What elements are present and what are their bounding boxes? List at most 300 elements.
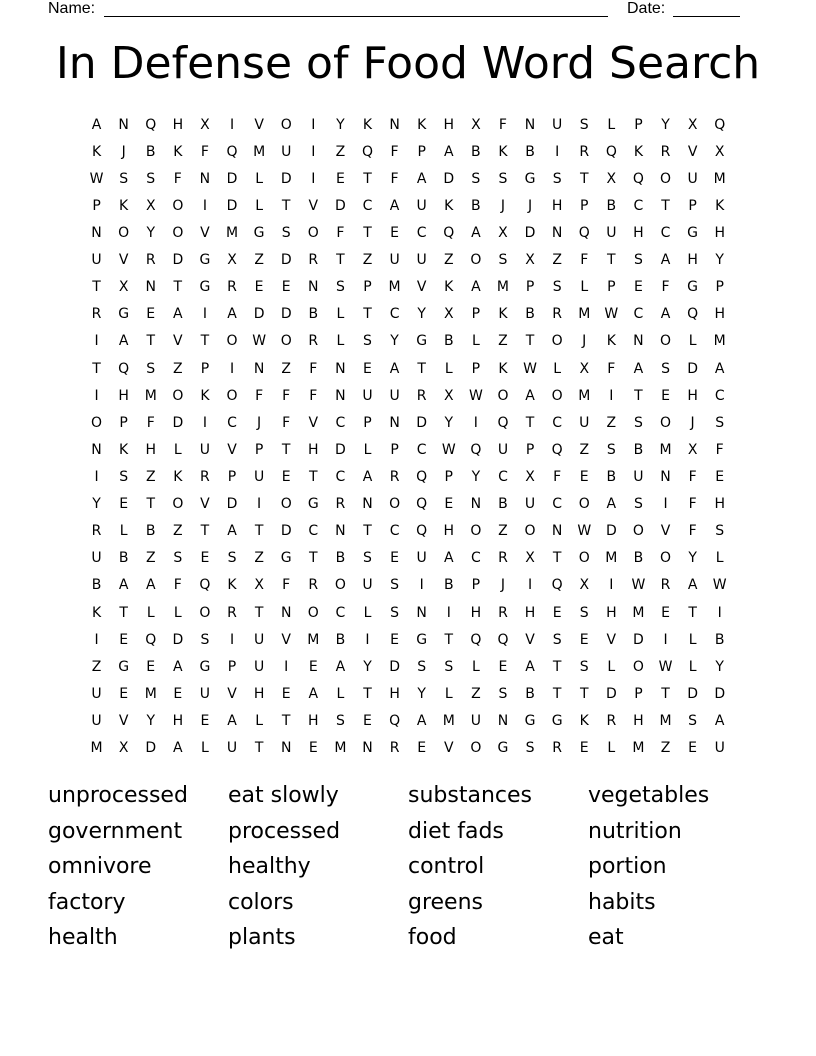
word-list-item: government — [48, 818, 183, 844]
grid-letter: T — [336, 252, 345, 269]
grid-letter: X — [525, 550, 535, 567]
word-list-item: unprocessed — [48, 783, 188, 808]
grid-letter: S — [579, 116, 589, 133]
grid-letter: E — [579, 740, 589, 757]
grid-letter: E — [715, 468, 725, 485]
grid-letter: I — [609, 577, 614, 594]
grid-letter: I — [446, 604, 451, 621]
grid-letter: M — [388, 279, 401, 296]
grid-letter: W — [658, 658, 673, 675]
grid-letter: I — [419, 577, 424, 594]
grid-letter: Z — [173, 523, 183, 540]
grid-letter: H — [443, 523, 455, 540]
grid-letter: H — [687, 252, 698, 269]
grid-letter: V — [200, 496, 210, 513]
grid-letter: V — [173, 333, 183, 350]
grid-letter: I — [202, 414, 207, 431]
grid-letter: T — [309, 550, 318, 567]
grid-letter: V — [308, 197, 319, 214]
grid-letter: C — [389, 306, 400, 323]
grid-letter: P — [580, 197, 589, 214]
grid-letter: I — [94, 387, 99, 404]
grid-letter: X — [498, 224, 508, 241]
grid-letter: S — [498, 685, 508, 702]
word-list-item: food — [408, 925, 457, 950]
grid-letter: A — [416, 170, 427, 187]
grid-letter: Z — [281, 360, 291, 377]
grid-letter: D — [226, 170, 238, 187]
grid-letter: T — [254, 604, 264, 621]
grid-letter: A — [416, 712, 427, 729]
name-label: Name: — [48, 0, 96, 17]
grid-letter: P — [471, 577, 481, 594]
grid-letter: Y — [471, 468, 481, 485]
grid-letter: R — [389, 740, 400, 757]
grid-letter: M — [659, 712, 672, 729]
grid-letter: P — [471, 306, 481, 323]
grid-letter: U — [389, 387, 400, 404]
grid-letter: S — [363, 550, 372, 567]
grid-letter: W — [631, 577, 646, 594]
grid-letter: V — [254, 116, 264, 133]
grid-letter: B — [308, 306, 319, 323]
grid-letter: T — [661, 197, 670, 214]
grid-letter: V — [200, 224, 210, 241]
date-label: Date: — [627, 0, 666, 17]
grid-letter: B — [118, 550, 129, 567]
grid-letter: S — [498, 170, 508, 187]
grid-letter: T — [309, 468, 318, 485]
grid-letter: Y — [417, 306, 426, 323]
word-list-item: healthy — [228, 854, 311, 879]
grid-letter: T — [525, 414, 535, 431]
grid-letter: O — [280, 116, 292, 133]
grid-letter: T — [146, 496, 156, 513]
grid-letter: K — [200, 387, 210, 404]
grid-letter: P — [363, 279, 372, 296]
grid-letter: I — [284, 658, 289, 675]
grid-letter: F — [688, 468, 697, 485]
grid-letter: Y — [417, 685, 426, 702]
grid-letter: V — [525, 631, 535, 648]
grid-letter: P — [417, 143, 426, 160]
grid-letter: X — [471, 116, 481, 133]
grid-letter: E — [579, 468, 589, 485]
grid-letter: M — [225, 224, 239, 241]
grid-letter: T — [444, 631, 454, 648]
grid-letter: U — [253, 631, 265, 648]
grid-letter: L — [580, 279, 589, 296]
grid-letter: L — [255, 170, 264, 187]
grid-letter: P — [444, 468, 453, 485]
grid-letter: S — [363, 333, 372, 350]
grid-letter: T — [200, 523, 210, 540]
grid-letter: A — [714, 712, 725, 729]
grid-letter: L — [471, 658, 480, 675]
grid-letter: O — [199, 604, 211, 621]
date-line — [673, 16, 740, 17]
grid-letter: W — [712, 577, 727, 594]
grid-letter: O — [118, 224, 130, 241]
grid-letter: U — [470, 712, 481, 729]
grid-letter: S — [552, 279, 562, 296]
grid-letter: O — [660, 550, 672, 567]
grid-letter: T — [254, 740, 264, 757]
grid-letter: M — [578, 387, 591, 404]
grid-letter: R — [389, 468, 400, 485]
grid-letter: R — [91, 306, 102, 323]
grid-letter: D — [335, 441, 346, 458]
grid-letter: U — [633, 468, 644, 485]
grid-letter: A — [687, 577, 698, 594]
grid-letter: Q — [551, 577, 563, 594]
grid-letter: N — [551, 224, 563, 241]
grid-letter: D — [172, 631, 184, 648]
grid-letter: S — [552, 170, 562, 187]
grid-letter: E — [146, 306, 156, 323]
grid-letter: D — [280, 252, 292, 269]
word-list-item: habits — [588, 889, 656, 915]
grid-letter: H — [172, 116, 184, 133]
grid-letter: O — [307, 604, 319, 621]
grid-letter: J — [500, 577, 506, 594]
grid-letter: S — [579, 604, 589, 621]
grid-letter: E — [308, 740, 318, 757]
grid-letter: I — [527, 577, 533, 594]
grid-letter: B — [471, 197, 481, 214]
grid-letter: L — [255, 197, 264, 214]
grid-letter: Z — [606, 414, 617, 431]
grid-letter: O — [632, 658, 644, 675]
grid-letter: B — [498, 496, 508, 513]
grid-letter: Z — [362, 252, 373, 269]
grid-letter: D — [226, 496, 238, 513]
grid-letter: B — [525, 306, 535, 323]
grid-letter: F — [607, 360, 616, 377]
letter-grid — [83, 111, 733, 762]
grid-letter: L — [173, 604, 182, 621]
grid-letter: S — [579, 658, 589, 675]
grid-letter: Q — [199, 577, 211, 594]
grid-letter: A — [308, 685, 319, 702]
grid-letter: O — [660, 414, 672, 431]
grid-letter: K — [91, 604, 102, 621]
grid-letter: L — [607, 658, 616, 675]
grid-letter: M — [144, 685, 157, 702]
grid-letter: U — [714, 740, 725, 757]
grid-letter: T — [579, 685, 589, 702]
grid-letter: C — [498, 468, 508, 485]
grid-letter: B — [335, 550, 346, 567]
grid-letter: P — [715, 279, 724, 296]
grid-letter: T — [661, 685, 670, 702]
grid-letter: X — [200, 116, 210, 133]
grid-letter: T — [552, 658, 562, 675]
grid-letter: S — [173, 550, 183, 567]
grid-letter: N — [335, 523, 346, 540]
word-list-item: diet fads — [408, 818, 504, 844]
grid-letter: R — [145, 252, 156, 269]
grid-letter: L — [363, 604, 372, 621]
grid-letter: W — [468, 387, 483, 404]
grid-letter: U — [606, 224, 617, 241]
grid-letter: L — [444, 360, 453, 377]
grid-letter: T — [363, 224, 372, 241]
grid-letter: O — [660, 333, 672, 350]
word-list-item: plants — [228, 925, 296, 950]
grid-letter: E — [119, 496, 129, 513]
grid-letter: Z — [254, 252, 264, 269]
grid-letter: L — [688, 658, 697, 675]
grid-letter: E — [335, 170, 345, 187]
grid-letter: N — [362, 496, 373, 513]
grid-letter: E — [173, 685, 183, 702]
grid-letter: E — [308, 658, 318, 675]
grid-letter: H — [308, 712, 319, 729]
grid-letter: T — [281, 712, 291, 729]
grid-letter: R — [335, 496, 346, 513]
grid-letter: X — [579, 577, 590, 594]
grid-letter: K — [173, 143, 183, 160]
grid-letter: A — [173, 740, 183, 757]
grid-letter: F — [661, 279, 670, 296]
grid-letter: D — [280, 523, 292, 540]
grid-letter: G — [497, 740, 509, 757]
grid-letter: C — [470, 550, 481, 567]
grid-letter: M — [659, 441, 672, 458]
grid-letter: J — [690, 414, 695, 431]
grid-letter: N — [280, 604, 292, 621]
grid-letter: E — [119, 685, 129, 702]
grid-letter: A — [227, 523, 237, 540]
grid-letter: U — [281, 143, 292, 160]
grid-letter: Z — [471, 685, 481, 702]
grid-letter: D — [226, 197, 238, 214]
grid-letter: X — [579, 360, 590, 377]
grid-letter: S — [146, 170, 156, 187]
grid-letter: C — [714, 387, 725, 404]
grid-letter: E — [363, 712, 372, 729]
grid-letter: O — [660, 170, 672, 187]
grid-letter: L — [336, 333, 345, 350]
grid-letter: Y — [336, 116, 345, 133]
grid-letter: D — [253, 306, 265, 323]
grid-letter: H — [308, 441, 319, 458]
grid-letter: B — [525, 685, 535, 702]
grid-letter: G — [307, 496, 319, 513]
grid-letter: P — [200, 360, 210, 377]
word-list-item: vegetables — [588, 783, 710, 808]
grid-letter: O — [497, 387, 509, 404]
grid-letter: T — [552, 685, 562, 702]
grid-letter: H — [633, 224, 644, 241]
grid-letter: E — [281, 279, 291, 296]
grid-letter: L — [688, 333, 697, 350]
grid-letter: N — [118, 116, 129, 133]
grid-letter: M — [90, 740, 103, 757]
grid-letter: H — [145, 441, 156, 458]
grid-letter: F — [390, 170, 399, 187]
grid-letter: T — [363, 523, 372, 540]
word-list-item: greens — [408, 889, 484, 915]
grid-letter: T — [607, 252, 616, 269]
grid-letter: E — [363, 360, 372, 377]
grid-letter: K — [362, 116, 373, 133]
grid-letter: I — [663, 496, 668, 513]
grid-letter: F — [173, 170, 182, 187]
grid-letter: G — [253, 224, 265, 241]
grid-letter: A — [714, 360, 725, 377]
grid-letter: T — [363, 170, 372, 187]
grid-letter: Q — [361, 143, 373, 160]
grid-letter: C — [335, 468, 346, 485]
grid-letter: P — [119, 414, 128, 431]
grid-letter: P — [634, 685, 643, 702]
grid-letter: D — [280, 306, 292, 323]
grid-letter: X — [714, 143, 725, 160]
grid-letter: Y — [146, 712, 156, 729]
grid-letter: L — [255, 712, 264, 729]
grid-letter: Q — [497, 414, 509, 431]
grid-letter: D — [443, 170, 455, 187]
grid-letter: Q — [632, 170, 644, 187]
grid-letter: A — [525, 658, 535, 675]
grid-letter: K — [444, 197, 454, 214]
grid-letter: V — [227, 441, 237, 458]
grid-letter: S — [471, 170, 481, 187]
grid-letter: E — [281, 685, 291, 702]
grid-letter: B — [335, 631, 346, 648]
grid-letter: F — [282, 414, 291, 431]
grid-letter: M — [713, 170, 726, 187]
grid-letter: S — [688, 712, 698, 729]
grid-letter: O — [389, 496, 401, 513]
grid-letter: T — [281, 441, 291, 458]
grid-letter: A — [443, 143, 454, 160]
grid-letter: Z — [145, 468, 156, 485]
grid-letter: I — [663, 631, 668, 648]
grid-letter: Q — [687, 306, 699, 323]
grid-letter: I — [229, 116, 235, 133]
grid-letter: R — [200, 468, 210, 485]
grid-letter: T — [173, 279, 183, 296]
grid-letter: M — [632, 604, 645, 621]
grid-letter: F — [715, 441, 724, 458]
grid-letter: M — [713, 333, 726, 350]
grid-letter: C — [633, 306, 644, 323]
grid-letter: N — [91, 441, 102, 458]
grid-letter: G — [524, 170, 536, 187]
grid-letter: Q — [416, 496, 428, 513]
grid-letter: K — [444, 279, 454, 296]
grid-letter: Z — [552, 252, 562, 269]
grid-letter: Q — [551, 441, 563, 458]
grid-letter: X — [687, 116, 698, 133]
word-list-item: eat — [588, 925, 624, 950]
grid-letter: S — [715, 414, 725, 431]
grid-letter: B — [606, 197, 617, 214]
grid-letter: E — [200, 712, 210, 729]
grid-letter: S — [633, 252, 643, 269]
grid-letter: I — [311, 116, 316, 133]
grid-letter: V — [416, 279, 427, 296]
grid-letter: Q — [578, 224, 590, 241]
grid-letter: Z — [91, 658, 102, 675]
grid-letter: O — [551, 387, 563, 404]
grid-letter: P — [227, 658, 237, 675]
grid-letter: P — [607, 279, 616, 296]
grid-letter: H — [524, 604, 536, 621]
grid-letter: T — [92, 279, 101, 296]
grid-letter: G — [118, 658, 130, 675]
grid-letter: E — [498, 658, 508, 675]
grid-letter: I — [202, 306, 207, 323]
grid-letter: A — [227, 712, 237, 729]
grid-letter: K — [119, 441, 129, 458]
grid-letter: R — [552, 306, 562, 323]
grid-letter: A — [173, 306, 183, 323]
grid-letter: M — [442, 712, 455, 729]
grid-letter: U — [91, 550, 102, 567]
grid-letter: K — [606, 333, 616, 350]
grid-letter: O — [226, 387, 238, 404]
grid-letter: X — [687, 441, 698, 458]
grid-letter: T — [119, 604, 128, 621]
grid-letter: O — [172, 387, 184, 404]
grid-letter: E — [688, 740, 698, 757]
word-list-item: eat slowly — [228, 783, 339, 808]
name-line — [104, 16, 608, 17]
grid-letter: B — [145, 143, 156, 160]
grid-letter: S — [390, 577, 400, 594]
grid-letter: X — [254, 577, 264, 594]
grid-letter: R — [552, 740, 562, 757]
grid-letter: G — [118, 306, 130, 323]
grid-letter: C — [633, 197, 644, 214]
grid-letter: V — [443, 740, 454, 757]
grid-letter: A — [660, 252, 671, 269]
grid-letter: P — [688, 197, 697, 214]
grid-letter: S — [335, 712, 345, 729]
grid-letter: U — [253, 468, 265, 485]
grid-letter: Y — [715, 658, 724, 675]
grid-letter: Q — [145, 116, 157, 133]
grid-letter: K — [417, 116, 427, 133]
grid-letter: S — [715, 523, 725, 540]
grid-letter: B — [714, 631, 725, 648]
grid-letter: Q — [497, 631, 509, 648]
grid-letter: V — [308, 414, 319, 431]
grid-letter: F — [173, 577, 182, 594]
grid-letter: O — [470, 523, 482, 540]
grid-letter: G — [551, 712, 563, 729]
grid-letter: D — [714, 685, 726, 702]
grid-letter: Y — [715, 252, 724, 269]
grid-letter: Z — [145, 550, 156, 567]
grid-letter: C — [227, 414, 237, 431]
grid-letter: R — [660, 143, 671, 160]
grid-letter: I — [365, 631, 370, 648]
header — [0, 0, 816, 20]
word-list-item: portion — [588, 854, 667, 879]
grid-letter: U — [416, 197, 427, 214]
grid-letter: Y — [390, 333, 399, 350]
grid-letter: Q — [714, 116, 726, 133]
grid-letter: Y — [146, 224, 156, 241]
grid-letter: Q — [605, 143, 617, 160]
word-list-item: omnivore — [48, 854, 152, 879]
grid-letter: N — [199, 170, 211, 187]
